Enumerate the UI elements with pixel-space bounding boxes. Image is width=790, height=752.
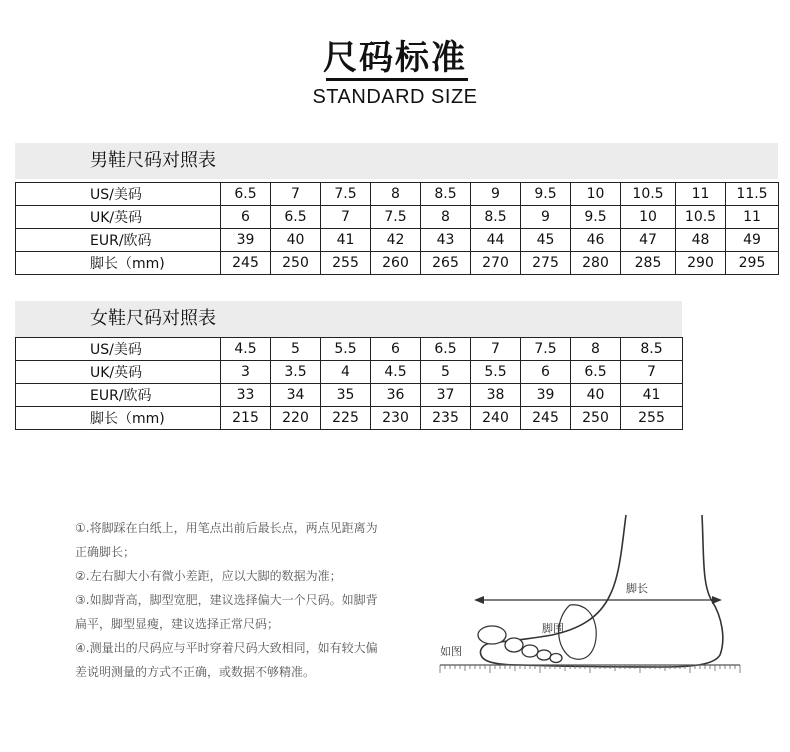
men-size-table [15, 182, 779, 275]
size-row-label: US/美码 [16, 183, 221, 206]
note-line: 差说明测量的方式不正确，或数据不够精准。 [75, 665, 316, 679]
size-row [16, 384, 683, 407]
size-cell: 9 [471, 183, 521, 206]
size-cell: 5.5 [471, 361, 521, 384]
size-cell: 255 [621, 407, 683, 430]
size-cell: 34 [271, 384, 321, 407]
size-row-label: 脚长（mm) [16, 252, 221, 275]
size-cell: 5 [271, 338, 321, 361]
size-cell: 7 [321, 206, 371, 229]
size-row-label: US/美码 [16, 338, 221, 361]
size-cell: 225 [321, 407, 371, 430]
title-underline [326, 78, 468, 81]
note-line: ③.如脚背高，脚型宽肥，建议选择偏大一个尺码。如脚背 [75, 593, 378, 607]
size-cell: 41 [321, 229, 371, 252]
size-cell: 42 [371, 229, 421, 252]
size-cell: 9.5 [521, 183, 571, 206]
ruler-ticks [440, 665, 740, 673]
size-cell: 36 [371, 384, 421, 407]
size-cell: 41 [621, 384, 683, 407]
size-cell: 250 [271, 252, 321, 275]
toe-4 [537, 650, 551, 660]
size-cell: 39 [221, 229, 271, 252]
size-cell: 3 [221, 361, 271, 384]
size-cell: 11 [726, 206, 779, 229]
size-cell: 240 [471, 407, 521, 430]
note-line: 正确脚长； [75, 545, 136, 559]
arrow-head-right [712, 596, 722, 604]
women-size-table [15, 337, 683, 430]
size-cell: 6.5 [271, 206, 321, 229]
size-cell: 260 [371, 252, 421, 275]
size-cell: 45 [521, 229, 571, 252]
size-cell: 10.5 [621, 183, 676, 206]
size-cell: 40 [271, 229, 321, 252]
size-cell: 6 [371, 338, 421, 361]
size-row [16, 361, 683, 384]
size-cell: 8.5 [471, 206, 521, 229]
size-cell: 245 [221, 252, 271, 275]
size-cell: 5.5 [321, 338, 371, 361]
size-row-label: UK/英码 [16, 206, 221, 229]
size-cell: 8 [371, 183, 421, 206]
size-cell: 7.5 [321, 183, 371, 206]
size-cell: 40 [571, 384, 621, 407]
size-cell: 9.5 [571, 206, 621, 229]
size-cell: 215 [221, 407, 271, 430]
size-cell: 280 [571, 252, 621, 275]
size-cell: 47 [621, 229, 676, 252]
size-cell: 220 [271, 407, 321, 430]
size-cell: 270 [471, 252, 521, 275]
size-cell: 290 [676, 252, 726, 275]
size-cell: 49 [726, 229, 779, 252]
size-cell: 265 [421, 252, 471, 275]
size-cell: 255 [321, 252, 371, 275]
size-cell: 230 [371, 407, 421, 430]
size-cell: 295 [726, 252, 779, 275]
size-cell: 6.5 [421, 338, 471, 361]
size-cell: 44 [471, 229, 521, 252]
measurement-notes [75, 516, 430, 684]
size-cell: 38 [471, 384, 521, 407]
size-cell: 11 [676, 183, 726, 206]
size-row-label: EUR/欧码 [16, 229, 221, 252]
size-cell: 7 [271, 183, 321, 206]
size-cell: 275 [521, 252, 571, 275]
size-cell: 7 [471, 338, 521, 361]
size-cell: 4 [321, 361, 371, 384]
note-line: 扁平，脚型显瘦，建议选择正常尺码； [75, 617, 280, 631]
size-cell: 10 [621, 206, 676, 229]
size-cell: 7 [621, 361, 683, 384]
size-row [16, 338, 683, 361]
note-line: ②.左右脚大小有微小差距，应以大脚的数据为准； [75, 569, 342, 583]
size-cell: 9 [521, 206, 571, 229]
size-cell: 7.5 [371, 206, 421, 229]
toe-big [478, 626, 506, 644]
size-cell: 6 [521, 361, 571, 384]
size-cell: 4.5 [221, 338, 271, 361]
size-row-label: 脚长（mm) [16, 407, 221, 430]
foot-measurement-diagram [430, 505, 750, 685]
foot-girth-label: 脚围 [542, 622, 564, 635]
size-cell: 250 [571, 407, 621, 430]
foot-length-label: 脚长 [626, 582, 648, 595]
size-cell: 6.5 [571, 361, 621, 384]
women-size-heading: 女鞋尺码对照表 [15, 301, 682, 337]
toe-5 [550, 654, 562, 663]
size-cell: 3.5 [271, 361, 321, 384]
size-cell: 46 [571, 229, 621, 252]
size-cell: 8 [571, 338, 621, 361]
size-cell: 39 [521, 384, 571, 407]
size-cell: 11.5 [726, 183, 779, 206]
size-cell: 4.5 [371, 361, 421, 384]
size-cell: 8.5 [621, 338, 683, 361]
size-cell: 37 [421, 384, 471, 407]
size-cell: 5 [421, 361, 471, 384]
note-line: ①.将脚踩在白纸上，用笔点出前后最长点，两点见距离为 [75, 521, 378, 535]
size-cell: 8 [421, 206, 471, 229]
men-size-heading: 男鞋尺码对照表 [15, 143, 778, 179]
toe-2 [505, 638, 523, 652]
size-cell: 10.5 [676, 206, 726, 229]
size-cell: 10 [571, 183, 621, 206]
page-title: 尺码标准 [323, 38, 467, 78]
size-cell: 8.5 [421, 183, 471, 206]
size-cell: 43 [421, 229, 471, 252]
size-row [16, 183, 779, 206]
size-cell: 48 [676, 229, 726, 252]
size-cell: 235 [421, 407, 471, 430]
size-cell: 6 [221, 206, 271, 229]
size-cell: 6.5 [221, 183, 271, 206]
size-row-label: UK/英码 [16, 361, 221, 384]
size-cell: 35 [321, 384, 371, 407]
page-subtitle: STANDARD SIZE [312, 86, 478, 108]
size-cell: 245 [521, 407, 571, 430]
size-row [16, 206, 779, 229]
arrow-head-left [474, 596, 484, 604]
note-line: ④.测量出的尺码应与平时穿着尺码大致相同，如有较大偏 [75, 641, 378, 655]
size-row [16, 252, 779, 275]
toe-3 [522, 645, 538, 657]
size-row [16, 229, 779, 252]
size-cell: 33 [221, 384, 271, 407]
size-row-label: EUR/欧码 [16, 384, 221, 407]
size-cell: 285 [621, 252, 676, 275]
example-label: 如图 [440, 645, 462, 658]
size-cell: 7.5 [521, 338, 571, 361]
size-row [16, 407, 683, 430]
